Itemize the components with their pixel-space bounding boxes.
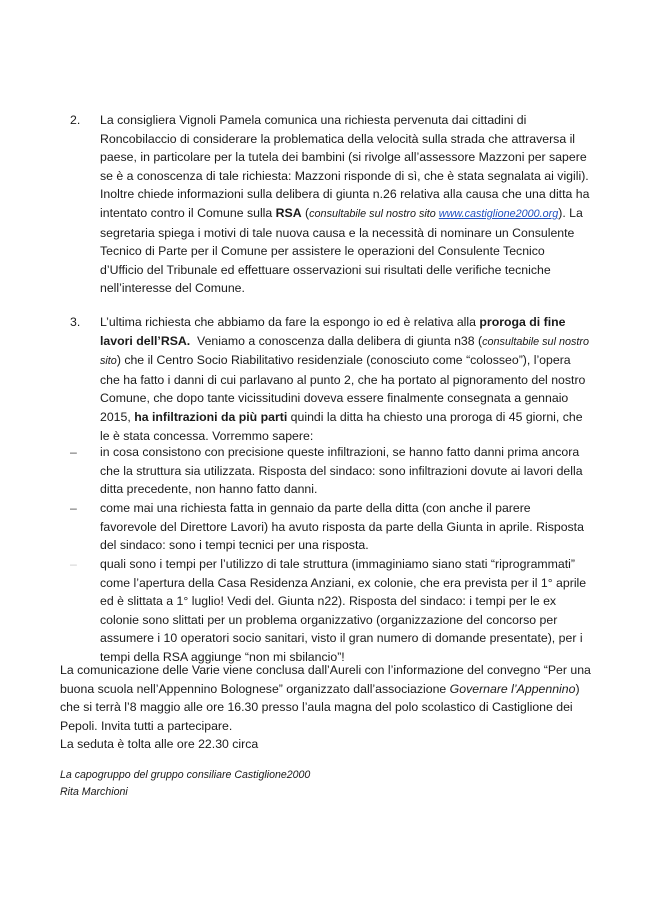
session-closed-line: La seduta è tolta alle ore 22.30 circa [60,737,259,752]
item-2-number: 2. [70,113,81,127]
consultabile-note-2: consultabile sul nostro sito [100,335,589,368]
bullet-2-text: come mai una richiesta fatta in gennaio da parte della ditta (con anche il parere favorevole del Direttore Lavori) ha avuto risposta da parte della Giunta in aprile. Risposta del sindaco: sono i tempi tecnici per una risposta. [100,501,584,553]
item-2-text-b: ( [301,205,310,220]
item-3-text-a: L’ultima richiesta che abbiamo da fare la espongo io ed è relativa alla [100,315,480,329]
closing-text-a: La comunicazione delle Varie viene conclusa dall’Aureli con l’informazione del convegno “Per una buona scuola nell’Appennino Bolognese” organizzato dall’associazione [60,663,591,696]
item-2-paragraph-1: La consigliera Vignoli Pamela comunica una richiesta pervenuta dai cittadini di Roncobilaccio di considerare la problematica della velocità sulla strada che attraversa il paese, in particolare per la tutela dei bambini (si rivolge all’assessore Mazzoni per sapere se è a conoscenza di tale richiesta: Mazzoni risponde di sì, che è stata segnalata ai vigili). [100,113,589,183]
closing-text-b: ) che si terrà l’8 maggio alle ore 16.30 presso l’aula magna del polo scolastico di Castiglione dei Pepoli. Invita tutti a partecipare. [60,681,580,733]
item-2-body [100,111,590,298]
signature-name: Rita Marchioni [60,786,128,798]
item-2-text-c: ). La segretaria spiega i motivi di tale nuova causa e la necessità di nominare un Consulente Tecnico di Parte per il Comune per assistere le operazioni del Consulente Tecnico d’Ufficio del Tribunale ed effettuare osservazioni sui risultati delle verifiche tecniche nell’interesse del Comune. [100,205,583,296]
closing-paragraph [60,661,600,754]
item-3-text-c: ) che il Centro Socio Riabilitativo residenziale (conosciuto come “colosseo”), l’opera che ha fatto i danni di cui parlavano al punto 2, che ha portato al pignoramento del nostro Comune, che dopo tante vicissitudini doveva essere finalmente consegnata a gennaio 2015, [100,353,586,424]
castiglione2000-link[interactable]: www.castiglione2000.org [438,207,559,220]
bullet-1-text: in cosa consistono con precisione queste infiltrazioni, se hanno fatto danni prima ancora che la struttura sia utilizzata. Risposta del sindaco: sono infiltrazioni dovute ai lavori della ditta precedente, non hanno fatto danni. [100,445,583,497]
bullet-3 [70,555,590,667]
dash-marker: – [70,557,77,571]
bullet-2 [70,499,590,555]
item-3-number: 3. [70,315,81,329]
bullet-1 [70,443,590,499]
signature-role: La capogruppo del gruppo consiliare Castiglione2000 [60,769,311,781]
item-2-text-a: Inoltre chiede informazioni sulla delibera di giunta n.26 relativa alla causa che una ditta ha intentato contro il Comune sulla [100,187,590,220]
governare-appennino: Governare l’Appennino [449,681,576,696]
dash-marker: – [70,445,77,459]
bullet-3-text: quali sono i tempi per l’utilizzo di tale struttura (immaginiamo siano stati “riprogrammati” come l’apertura della Casa Residenza Anziani, ex colonie, che era prevista per il 1° aprile ed è slittata a 1° luglio! Vedi del. Giunta n22). Risposta del sindaco: i tempi per le ex colonie sono slittati per un problema organizzativo (organizzazione del concorso per assumere i 10 operatori socio sanitari, visto il gran numero di domande presentate), per i tempi della RSA aggiunge “non mi sbilancio”! [100,557,587,664]
item-3-text-b: Veniamo a conoscenza dalla delibera di giunta n38 ( [190,333,483,348]
dash-marker: – [70,501,77,515]
infiltrazioni-bold: ha infiltrazioni da più parti [134,409,288,424]
item-2 [70,111,590,298]
item-3-body [100,313,590,445]
proroga-bold: proroga di fine lavori dell’RSA. [100,315,566,348]
item-3 [70,313,590,445]
rsa-bold: RSA [275,205,302,220]
signature [60,767,600,801]
item-2-paragraph-2 [100,185,590,298]
closing-text [60,661,600,735]
consultabile-note: consultabile sul nostro sito [309,207,439,220]
item-3-text-d: quindi la ditta ha chiesto una proroga di 45 giorni, che le è stata concessa. Vorremmo sapere: [100,409,583,443]
